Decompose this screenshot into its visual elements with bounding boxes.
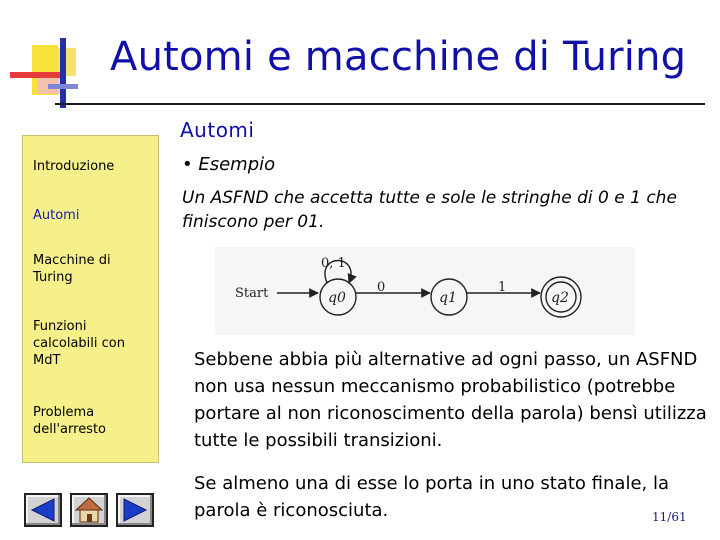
previous-icon	[26, 495, 60, 525]
sidebar	[22, 135, 159, 463]
sidebar-item-problema-arresto[interactable]: Problema dell'arresto	[33, 405, 107, 437]
transition-label-0: 0	[377, 280, 386, 295]
home-button[interactable]	[70, 493, 108, 527]
start-label: Start	[235, 286, 269, 301]
next-button[interactable]	[116, 493, 154, 527]
previous-button[interactable]	[24, 493, 62, 527]
example-description: Un ASFND che accetta tutte e sole le stringhe di 0 e 1 che finiscono per 01.	[182, 188, 677, 232]
section-subtitle: Automi	[180, 118, 255, 142]
logo-blue-bar-vertical	[60, 38, 66, 108]
title-divider	[55, 103, 705, 105]
paragraph-nondeterminism: Sebbene abbia più alternative ad ogni passo, un ASFND non usa nessun meccanismo probabilistico (potrebbe portare al non riconoscimento della parola) bensì utilizza tutte le possibili transizioni.	[194, 349, 707, 451]
sidebar-item-macchine-di-turing[interactable]: Macchine di Turing	[33, 253, 111, 285]
home-icon	[72, 495, 106, 525]
next-icon	[118, 495, 152, 525]
sidebar-item-funzioni-calcolabili[interactable]: Funzioni calcolabili con MdT	[33, 319, 125, 368]
page-number: 11/61	[652, 510, 687, 524]
bullet-heading: • Esempio	[182, 154, 276, 175]
state-q0-label: q0	[328, 290, 346, 306]
transition-label-1: 1	[498, 280, 507, 295]
automaton-diagram	[215, 247, 635, 335]
state-q2-label: q2	[551, 290, 569, 306]
sidebar-item-automi[interactable]: Automi	[33, 208, 80, 223]
sidebar-item-introduzione[interactable]: Introduzione	[33, 159, 115, 174]
logo	[0, 0, 100, 110]
logo-blue-bar-horizontal	[48, 84, 78, 89]
self-loop-label: 0, 1	[321, 256, 346, 271]
logo-red-bar	[10, 72, 65, 78]
state-q1-label: q1	[439, 290, 457, 306]
paragraph-acceptance: Se almeno una di esse lo porta in uno stato finale, la parola è riconosciuta.	[194, 473, 669, 521]
slide-title: Automi e macchine di Turing	[110, 34, 687, 80]
